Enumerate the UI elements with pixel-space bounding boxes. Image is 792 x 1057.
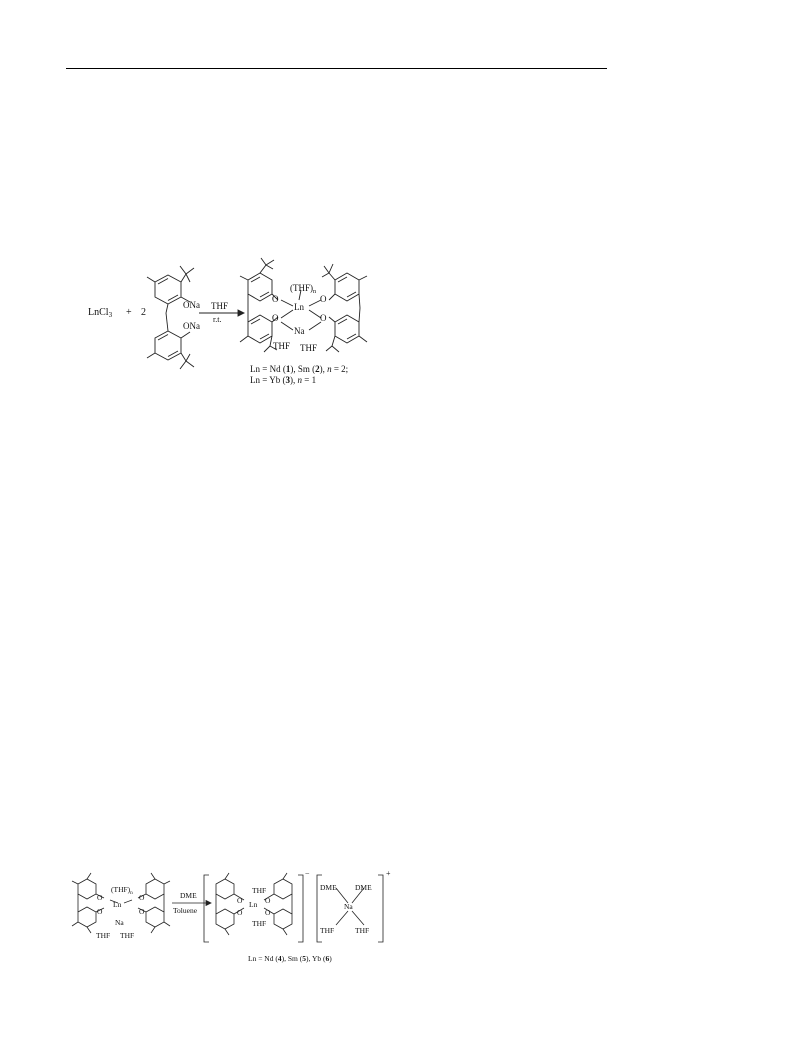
s2-cation-charge: + [386,869,391,878]
label-o-lr: O [320,313,327,323]
product-ring-lr [326,308,367,352]
label-ln: Ln [294,302,304,312]
scheme-1-caption-line1: Ln = Nd (1), Sm (2), n = 2; [250,364,349,374]
s2-cation-thf-right: THF [355,926,370,935]
label-o-ur: O [320,294,327,304]
s2-cation-dme-left: DME [320,883,337,892]
s2-label-na: Na [115,918,124,927]
label-thf-n: $(THF)_n$ [290,283,317,295]
s2-anion-o-ur: O [265,896,271,905]
s2-anion-o-ll: O [237,908,243,917]
s2-anion-o-ul: O [237,896,243,905]
scheme-1 [80,260,380,400]
label-o-ul: O [272,294,279,304]
scheme-1-drawing [80,260,380,400]
s2-label-thf-left: THF [96,931,111,940]
coefficient: 2 [141,307,146,318]
arrow-condition-rt: r.t. [213,315,222,324]
s2-cation-thf-left: THF [320,926,335,935]
s2-anion-charge: − [305,869,310,878]
product-ring-ur [322,264,367,308]
s2-anion-thf-bottom: THF [252,919,267,928]
scheme-2-caption: Ln = Nd (4), Sm (5), Yb (6) [248,954,332,963]
s2-anion-o-lr: O [265,908,271,917]
header-rule [66,68,607,69]
label-thf-left: THF [273,341,291,351]
s2-label-thf-n: $(THF)_n$ [111,885,133,896]
s2-label-o-ur: O [139,893,145,902]
scheme-1-caption-line2: Ln = Yb (3), n = 1 [250,375,317,385]
label-ona-bottom: ONa [183,321,200,331]
arrow-reagent-thf: THF [211,301,229,311]
s2-arrow-toluene: Toluene [173,906,198,915]
s2-label-o-ll: O [97,907,103,916]
s2-label-o-lr: O [139,907,145,916]
label-ona-top: ONa [183,300,200,310]
s2-cation-na: Na [344,902,353,911]
s2-arrow-dme: DME [180,891,197,900]
s2-label-ln: Ln [113,900,122,909]
label-na: Na [294,326,305,336]
plus-sign: + [126,307,132,318]
s2-cation-dme-right: DME [355,883,372,892]
scheme-2 [66,870,406,970]
reactant-lncl3: LnCl$_3$ [88,307,113,319]
label-o-ll: O [272,313,279,323]
label-thf-right: THF [300,343,318,353]
s2-label-o-ul: O [97,893,103,902]
s2-anion-thf-top: THF [252,886,267,895]
s2-label-thf-right: THF [120,931,135,940]
s2-anion-ln: Ln [249,900,258,909]
